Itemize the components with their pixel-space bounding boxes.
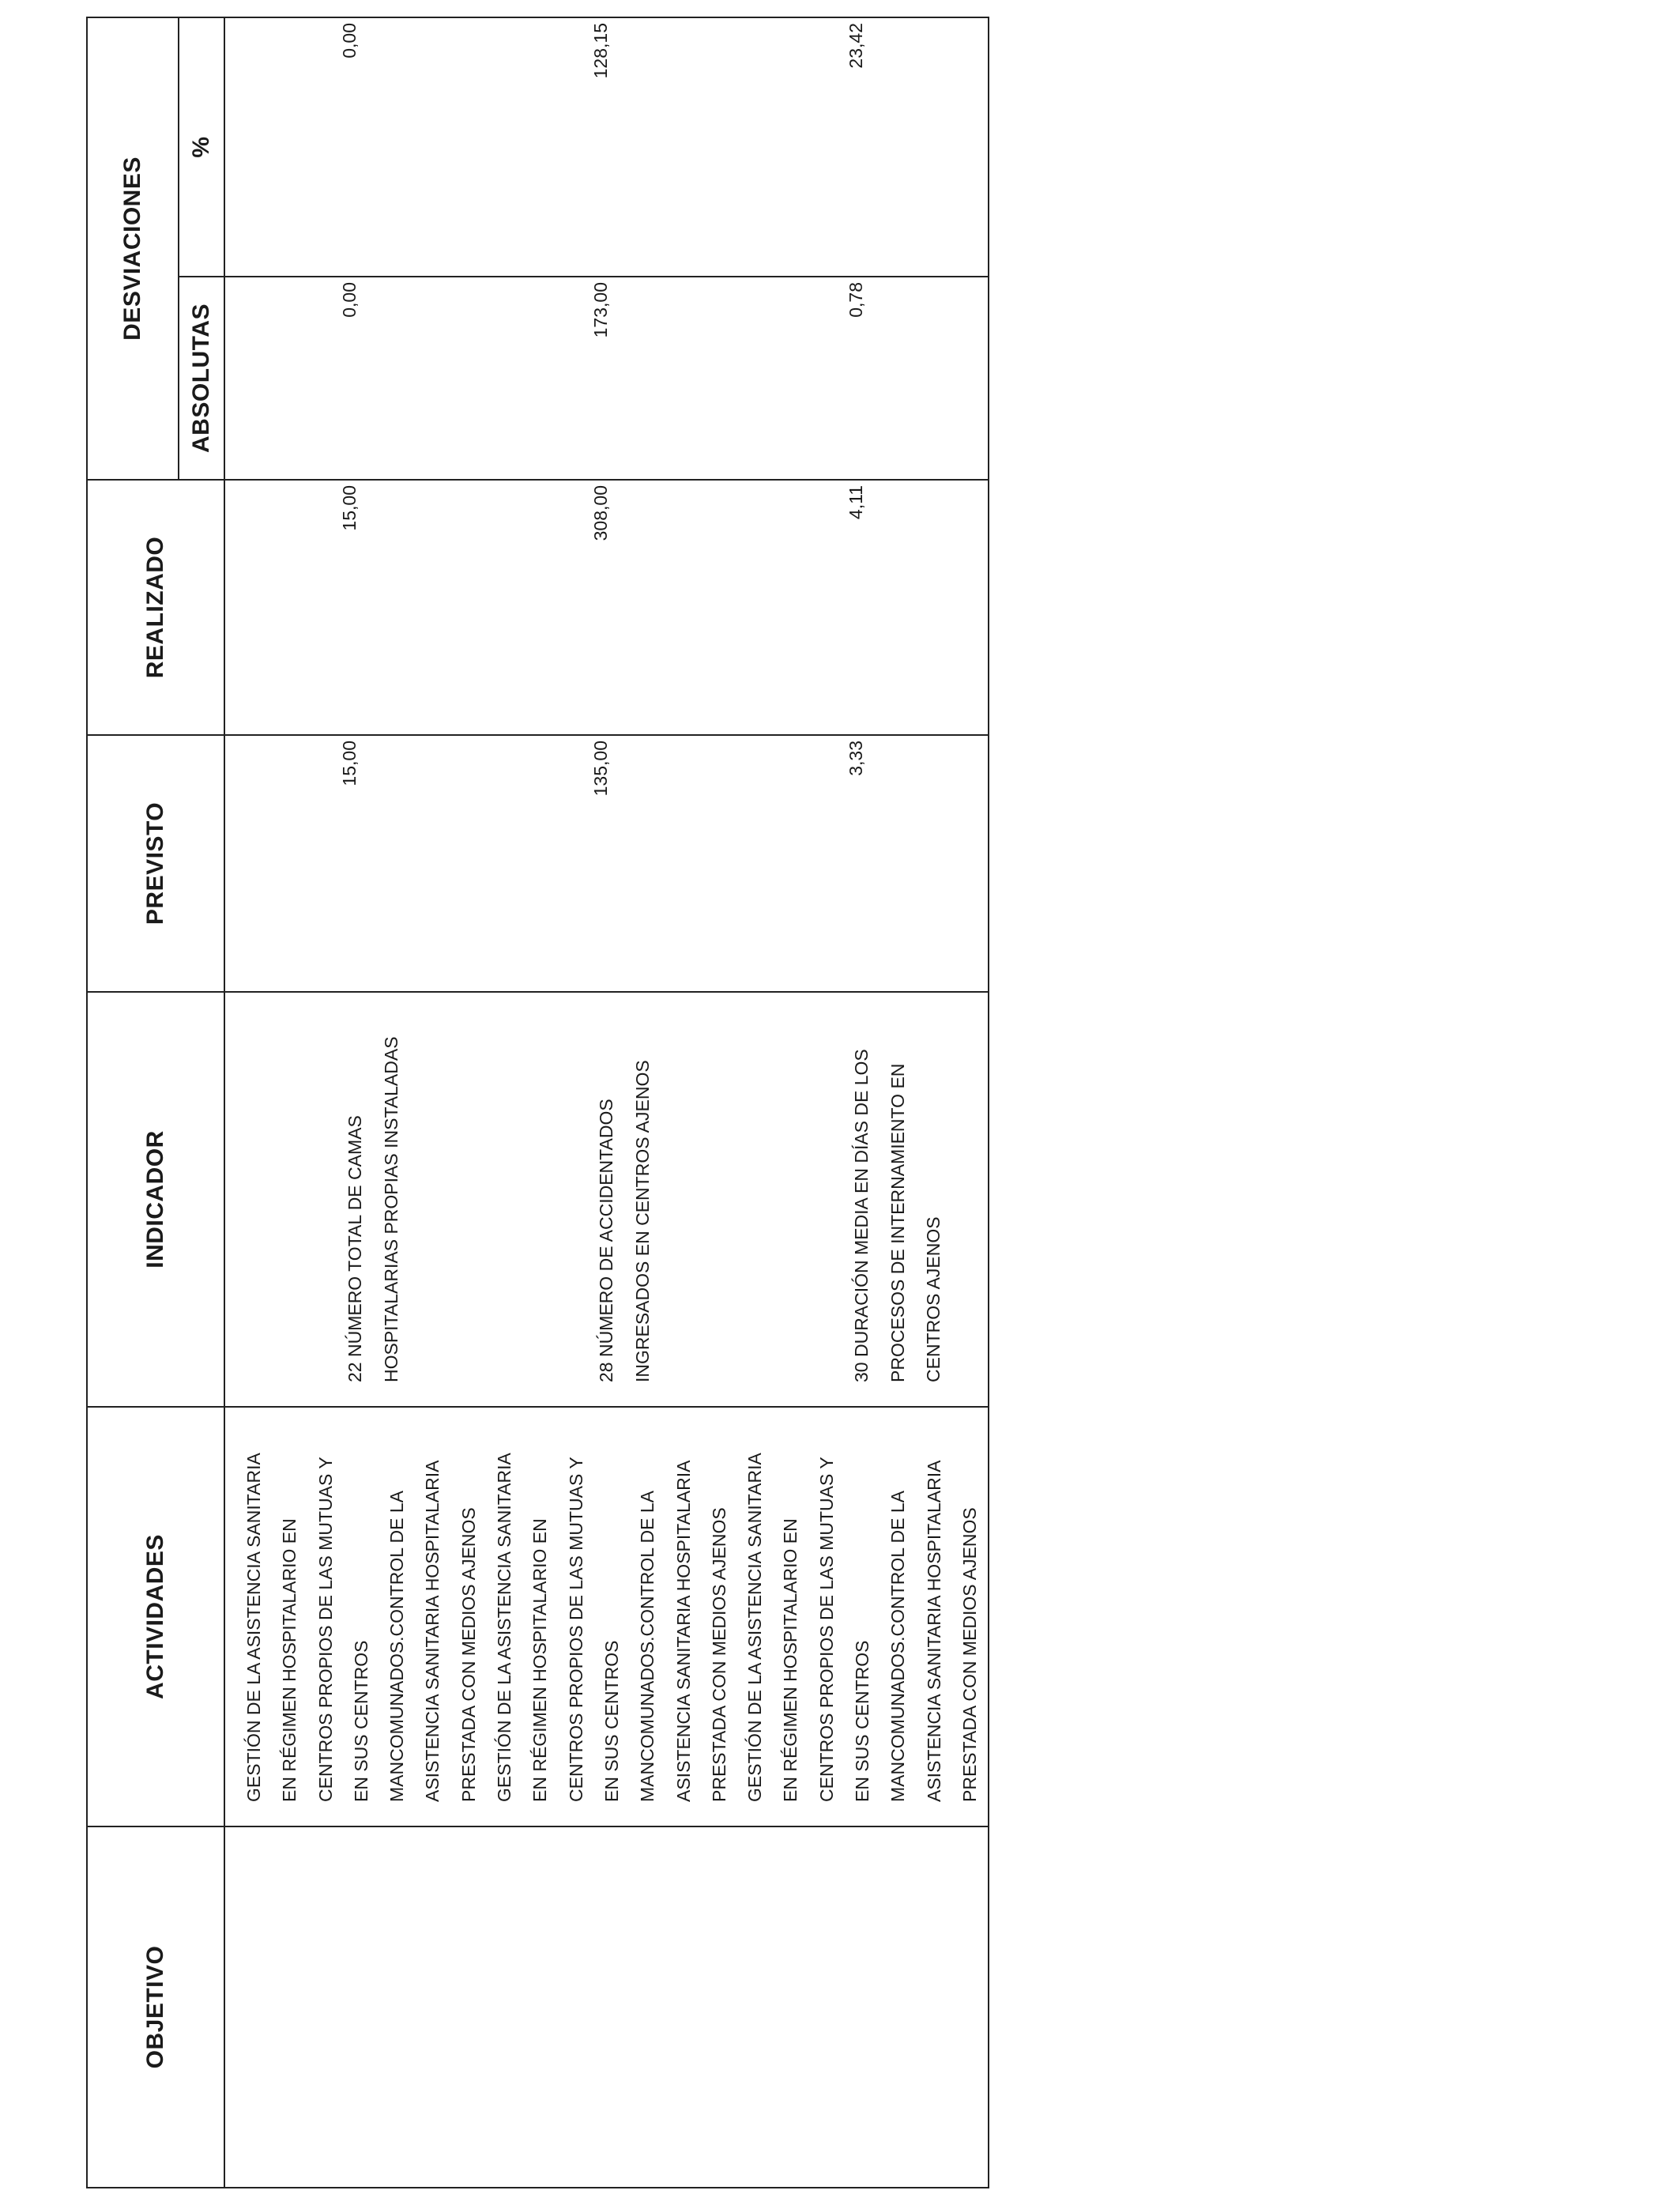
rotated-table-container <box>86 18 980 2188</box>
actividad-line: EN RÉGIMEN HOSPITALARIO EN <box>780 1518 801 1802</box>
header-porcentaje: % <box>179 17 224 277</box>
previsto-value: 3,33 <box>846 741 866 776</box>
actividad-line: PRESTADA CON MEDIOS AJENOS <box>458 1507 479 1802</box>
actividad-line: MANCOMUNADOS.CONTROL DE LA <box>887 1490 909 1802</box>
indicador-30 <box>844 1049 952 1382</box>
actividad-line: EN SUS CENTROS <box>852 1640 873 1802</box>
indicador-line: 28 NÚMERO DE ACCIDENTADOS <box>596 1099 616 1382</box>
objetivo-cell <box>224 1826 989 2188</box>
previsto-value: 135,00 <box>590 741 611 797</box>
header-desviaciones: DESVIACIONES <box>87 17 179 480</box>
header-realizado: REALIZADO <box>87 480 224 735</box>
porcentaje-cell <box>224 17 989 277</box>
realizado-cell <box>224 480 989 735</box>
header-objetivo: OBJETIVO <box>87 1826 224 2188</box>
porcentaje-value: 128,15 <box>590 23 611 79</box>
previsto-value: 15,00 <box>339 741 360 786</box>
actividad-line: ASISTENCIA SANITARIA HOSPITALARIA <box>923 1460 944 1802</box>
previsto-cell <box>224 735 989 992</box>
actividad-line: GESTIÓN DE LA ASISTENCIA SANITARIA <box>744 1453 766 1802</box>
actividad-line: EN RÉGIMEN HOSPITALARIO EN <box>529 1518 551 1802</box>
actividad-line: MANCOMUNADOS.CONTROL DE LA <box>637 1490 658 1802</box>
absolutas-value: 0,00 <box>339 282 360 318</box>
actividad-line: EN RÉGIMEN HOSPITALARIO EN <box>279 1518 300 1802</box>
actividad-line: EN SUS CENTROS <box>350 1640 371 1802</box>
realizado-value: 15,00 <box>339 485 360 531</box>
indicador-28 <box>589 1060 661 1382</box>
header-absolutas: ABSOLUTAS <box>179 277 224 480</box>
indicators-table <box>86 17 989 2188</box>
actividad-line: ASISTENCIA SANITARIA HOSPITALARIA <box>672 1460 694 1802</box>
indicador-22 <box>337 1036 409 1382</box>
actividad-line: CENTROS PROPIOS DE LAS MUTUAS Y <box>816 1457 837 1802</box>
indicador-line: INGRESADOS EN CENTROS AJENOS <box>631 1060 653 1382</box>
absolutas-value: 173,00 <box>590 282 611 338</box>
indicador-line: CENTROS AJENOS <box>923 1216 944 1382</box>
porcentaje-value: 23,42 <box>846 23 866 69</box>
actividad-line: GESTIÓN DE LA ASISTENCIA SANITARIA <box>494 1453 515 1802</box>
actividad-line: ASISTENCIA SANITARIA HOSPITALARIA <box>422 1460 443 1802</box>
header-indicador: INDICADOR <box>87 992 224 1407</box>
indicador-line: HOSPITALARIAS PROPIAS INSTALADAS <box>380 1036 401 1382</box>
header-previsto: PREVISTO <box>87 735 224 992</box>
actividad-line: MANCOMUNADOS.CONTROL DE LA <box>386 1490 408 1802</box>
actividades-cell <box>224 1407 989 1826</box>
actividad-line: EN SUS CENTROS <box>601 1640 622 1802</box>
actividad-line: GESTIÓN DE LA ASISTENCIA SANITARIA <box>243 1453 264 1802</box>
indicador-line: 30 DURACIÓN MEDIA EN DÍAS DE LOS <box>851 1049 872 1382</box>
indicador-line: PROCESOS DE INTERNAMIENTO EN <box>887 1063 908 1382</box>
indicador-line: 22 NÚMERO TOTAL DE CAMAS <box>345 1115 365 1382</box>
realizado-value: 4,11 <box>846 485 866 520</box>
actividad-line: CENTROS PROPIOS DE LAS MUTUAS Y <box>565 1457 586 1802</box>
actividad-line: CENTROS PROPIOS DE LAS MUTUAS Y <box>315 1457 336 1802</box>
actividad-line: PRESTADA CON MEDIOS AJENOS <box>708 1507 729 1802</box>
actividad-line: PRESTADA CON MEDIOS AJENOS <box>959 1507 980 1802</box>
absolutas-value: 0,78 <box>846 282 866 318</box>
header-actividades: ACTIVIDADES <box>87 1407 224 1826</box>
indicador-cell <box>224 992 989 1407</box>
realizado-value: 308,00 <box>590 485 611 541</box>
absolutas-cell <box>224 277 989 480</box>
porcentaje-value: 0,00 <box>339 23 360 58</box>
